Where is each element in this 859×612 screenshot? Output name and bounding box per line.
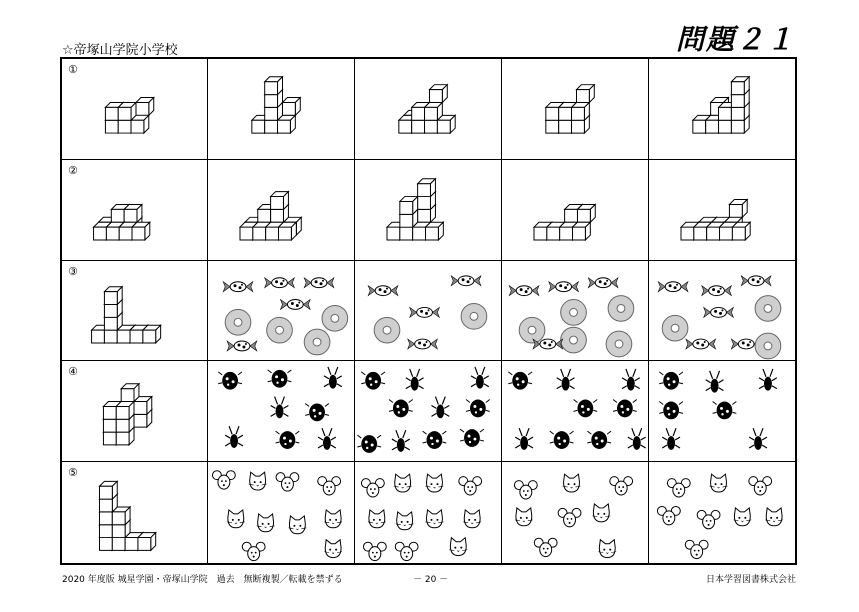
cell-drawing [355,462,501,563]
cube-icon [572,102,590,120]
ladybug-icon [550,432,574,450]
cell-drawing [208,261,354,361]
cat-icon [563,474,581,492]
stag-beetle-icon [662,429,680,451]
stag-beetle-icon [406,369,424,391]
candy-icon [281,299,311,309]
cell-r2-c2[interactable] [208,160,355,261]
stag-beetle-icon [515,429,533,451]
cell-r5-c1[interactable] [62,462,208,563]
cell-drawing [355,160,501,260]
donut-icon [225,309,251,335]
donut-icon [561,299,587,325]
candy-icon [410,307,440,317]
cat-icon [426,474,444,492]
cube-icon [400,196,418,214]
cell-r4-c2[interactable] [208,361,355,462]
stag-beetle-icon [392,431,410,453]
mouse-icon [276,473,299,491]
cell-r5-c2[interactable] [208,462,355,563]
candy-icon [686,339,716,349]
cell-drawing [355,261,501,361]
ladybug-icon [276,432,300,450]
stag-beetle-icon [324,367,342,389]
ladybug-icon [713,402,737,420]
question-grid [60,57,797,565]
ladybug-icon [466,400,490,418]
stag-beetle-icon [706,371,724,393]
cube-icon [732,222,750,240]
mouse-icon [363,542,386,560]
ladybug-icon [218,372,242,390]
cube-icon [132,222,150,240]
cell-r3-c3[interactable] [355,261,502,362]
candy-icon [702,285,732,295]
candy-icon [368,285,398,295]
cat-icon [257,514,275,532]
cell-r1-c3[interactable] [355,59,502,160]
cell-drawing [502,462,648,563]
cell-r2-c3[interactable] [355,160,502,261]
donut-icon [267,317,293,343]
cell-drawing [62,160,207,260]
cube-icon [121,384,139,402]
stag-beetle-icon [225,427,243,449]
footer-page-number: － 20 － [413,575,449,585]
cat-icon [368,510,386,528]
cat-icon [710,474,728,492]
cube-icon [136,98,154,116]
cube-icon [118,102,136,120]
cube-icon [576,85,594,103]
mouse-icon [242,542,265,560]
cube-icon [116,402,134,420]
cell-r3-c5[interactable] [649,261,795,362]
donut-icon [561,327,587,353]
cube-icon [138,533,156,551]
mouse-icon [610,477,633,495]
cat-icon [426,510,444,528]
cell-r5-c4[interactable] [502,462,649,563]
question-number: ⑤ [68,466,78,480]
candy-icon [704,307,734,317]
ladybug-icon [460,430,484,448]
question-number: ④ [68,365,78,379]
ladybug-icon [613,400,637,418]
cell-drawing [62,462,207,563]
cat-icon [396,512,414,530]
cell-drawing [355,59,501,159]
mouse-icon [318,477,341,495]
cell-drawing [62,261,207,361]
ladybug-icon [587,432,611,450]
cell-drawing [502,361,648,461]
cell-drawing [208,361,354,461]
cell-r4-c5[interactable] [649,361,795,462]
cube-icon [577,204,595,222]
cell-r3-c2[interactable] [208,261,355,362]
candy-icon [509,285,539,295]
cell-drawing [502,160,648,260]
mouse-icon [749,477,772,495]
mouse-icon [459,477,482,495]
ladybug-icon [305,404,329,422]
mouse-icon [697,511,720,529]
ladybug-icon [268,370,292,388]
stag-beetle-icon [749,429,767,451]
cube-icon [104,286,122,304]
cube-icon [282,98,300,116]
cell-drawing [649,59,795,159]
ladybug-icon [361,372,385,390]
cell-drawing [208,160,354,260]
ladybug-icon [357,435,381,453]
cell-r3-c1[interactable] [62,261,208,362]
cube-icon [265,77,283,95]
question-number: ② [68,163,78,177]
ladybug-icon [574,400,598,418]
cell-r3-c4[interactable] [502,261,649,362]
donut-icon [755,295,781,321]
cube-icon [429,85,447,103]
cat-icon [765,508,783,526]
stag-beetle-icon [557,369,575,391]
cell-r1-c2[interactable] [208,59,355,160]
mouse-icon [395,542,418,560]
stag-beetle-icon [471,367,489,389]
ladybug-icon [659,372,683,390]
stag-beetle-icon [271,397,289,419]
cat-icon [324,540,342,558]
candy-icon [451,275,481,285]
mouse-icon [685,540,708,558]
footer-publisher: 日本学習図書株式会社 [706,575,797,585]
question-number: ① [68,63,78,76]
donut-icon [755,333,781,359]
school-name: ☆帝塚山学院小学校 [62,43,178,58]
cat-icon [463,510,481,528]
donut-icon [304,329,330,355]
cube-icon [271,191,289,209]
mouse-icon [361,479,384,497]
candy-icon [588,277,618,287]
ladybug-icon [659,402,683,420]
cell-r4-c1[interactable] [62,361,208,462]
cell-drawing [649,361,795,461]
cube-icon [426,222,444,240]
donut-icon [519,317,545,343]
cat-icon [515,508,533,526]
cell-drawing [208,462,354,563]
page-title: 問題２１ [676,23,797,56]
cat-icon [598,540,616,558]
cat-icon [227,510,245,528]
cat-icon [449,538,467,556]
mouse-icon [657,507,680,525]
cube-icon [729,199,747,217]
cell-r5-c3[interactable] [355,462,502,563]
cat-icon [733,508,751,526]
mouse-icon [514,481,537,499]
candy-icon [408,339,438,349]
cube-icon [731,77,749,95]
ladybug-icon [508,372,532,390]
candy-icon [265,277,295,287]
cell-drawing [208,59,354,159]
cell-drawing [502,261,648,361]
mouse-icon [212,471,235,489]
candy-icon [223,281,253,291]
donut-icon [662,315,688,341]
cell-drawing [62,59,207,159]
candy-icon [549,281,579,291]
stag-beetle-icon [622,369,640,391]
cell-r1-c5[interactable] [649,59,795,160]
cell-drawing [62,361,207,461]
cell-drawing [355,361,501,461]
footer-copyright: 2020 年度版 城星学園・帝塚山学院 過去 無断複製／転載を禁ずる [62,575,343,585]
question-number: ③ [68,264,78,278]
cell-drawing [649,160,795,260]
donut-icon [608,295,634,321]
cube-icon [99,482,117,500]
donut-icon [461,303,487,329]
cell-r4-c4[interactable] [502,361,649,462]
cell-drawing [502,59,648,159]
cell-r2-c4[interactable] [502,160,649,261]
cell-r2-c5[interactable] [649,160,795,261]
candy-icon [304,277,334,287]
cube-icon [124,204,142,222]
cell-drawing [649,261,795,361]
mouse-icon [534,538,557,556]
cat-icon [249,472,267,490]
cat-icon [288,516,306,534]
stag-beetle-icon [431,397,449,419]
cell-r1-c1[interactable] [62,59,208,160]
donut-icon [374,317,400,343]
mouse-icon [667,479,690,497]
ladybug-icon [423,432,447,450]
cube-icon [279,222,297,240]
stag-beetle-icon [318,429,336,451]
cell-drawing [649,462,795,563]
stag-beetle-icon [759,369,777,391]
cube-icon [143,325,161,343]
candy-icon [658,281,688,291]
cube-icon [418,179,436,197]
cell-r1-c4[interactable] [502,59,649,160]
cell-r5-c5[interactable] [649,462,795,563]
cube-icon [425,102,443,120]
donut-icon [606,331,632,357]
stag-beetle-icon [628,429,646,451]
cube-icon [573,222,591,240]
candy-icon [227,341,257,351]
mouse-icon [558,509,581,527]
cat-icon [592,504,610,522]
cell-r4-c3[interactable] [355,361,502,462]
donut-icon [322,305,348,331]
cell-r2-c1[interactable] [62,160,208,261]
candy-icon [741,275,771,285]
ladybug-icon [389,400,413,418]
cat-icon [324,510,342,528]
cat-icon [394,474,412,492]
